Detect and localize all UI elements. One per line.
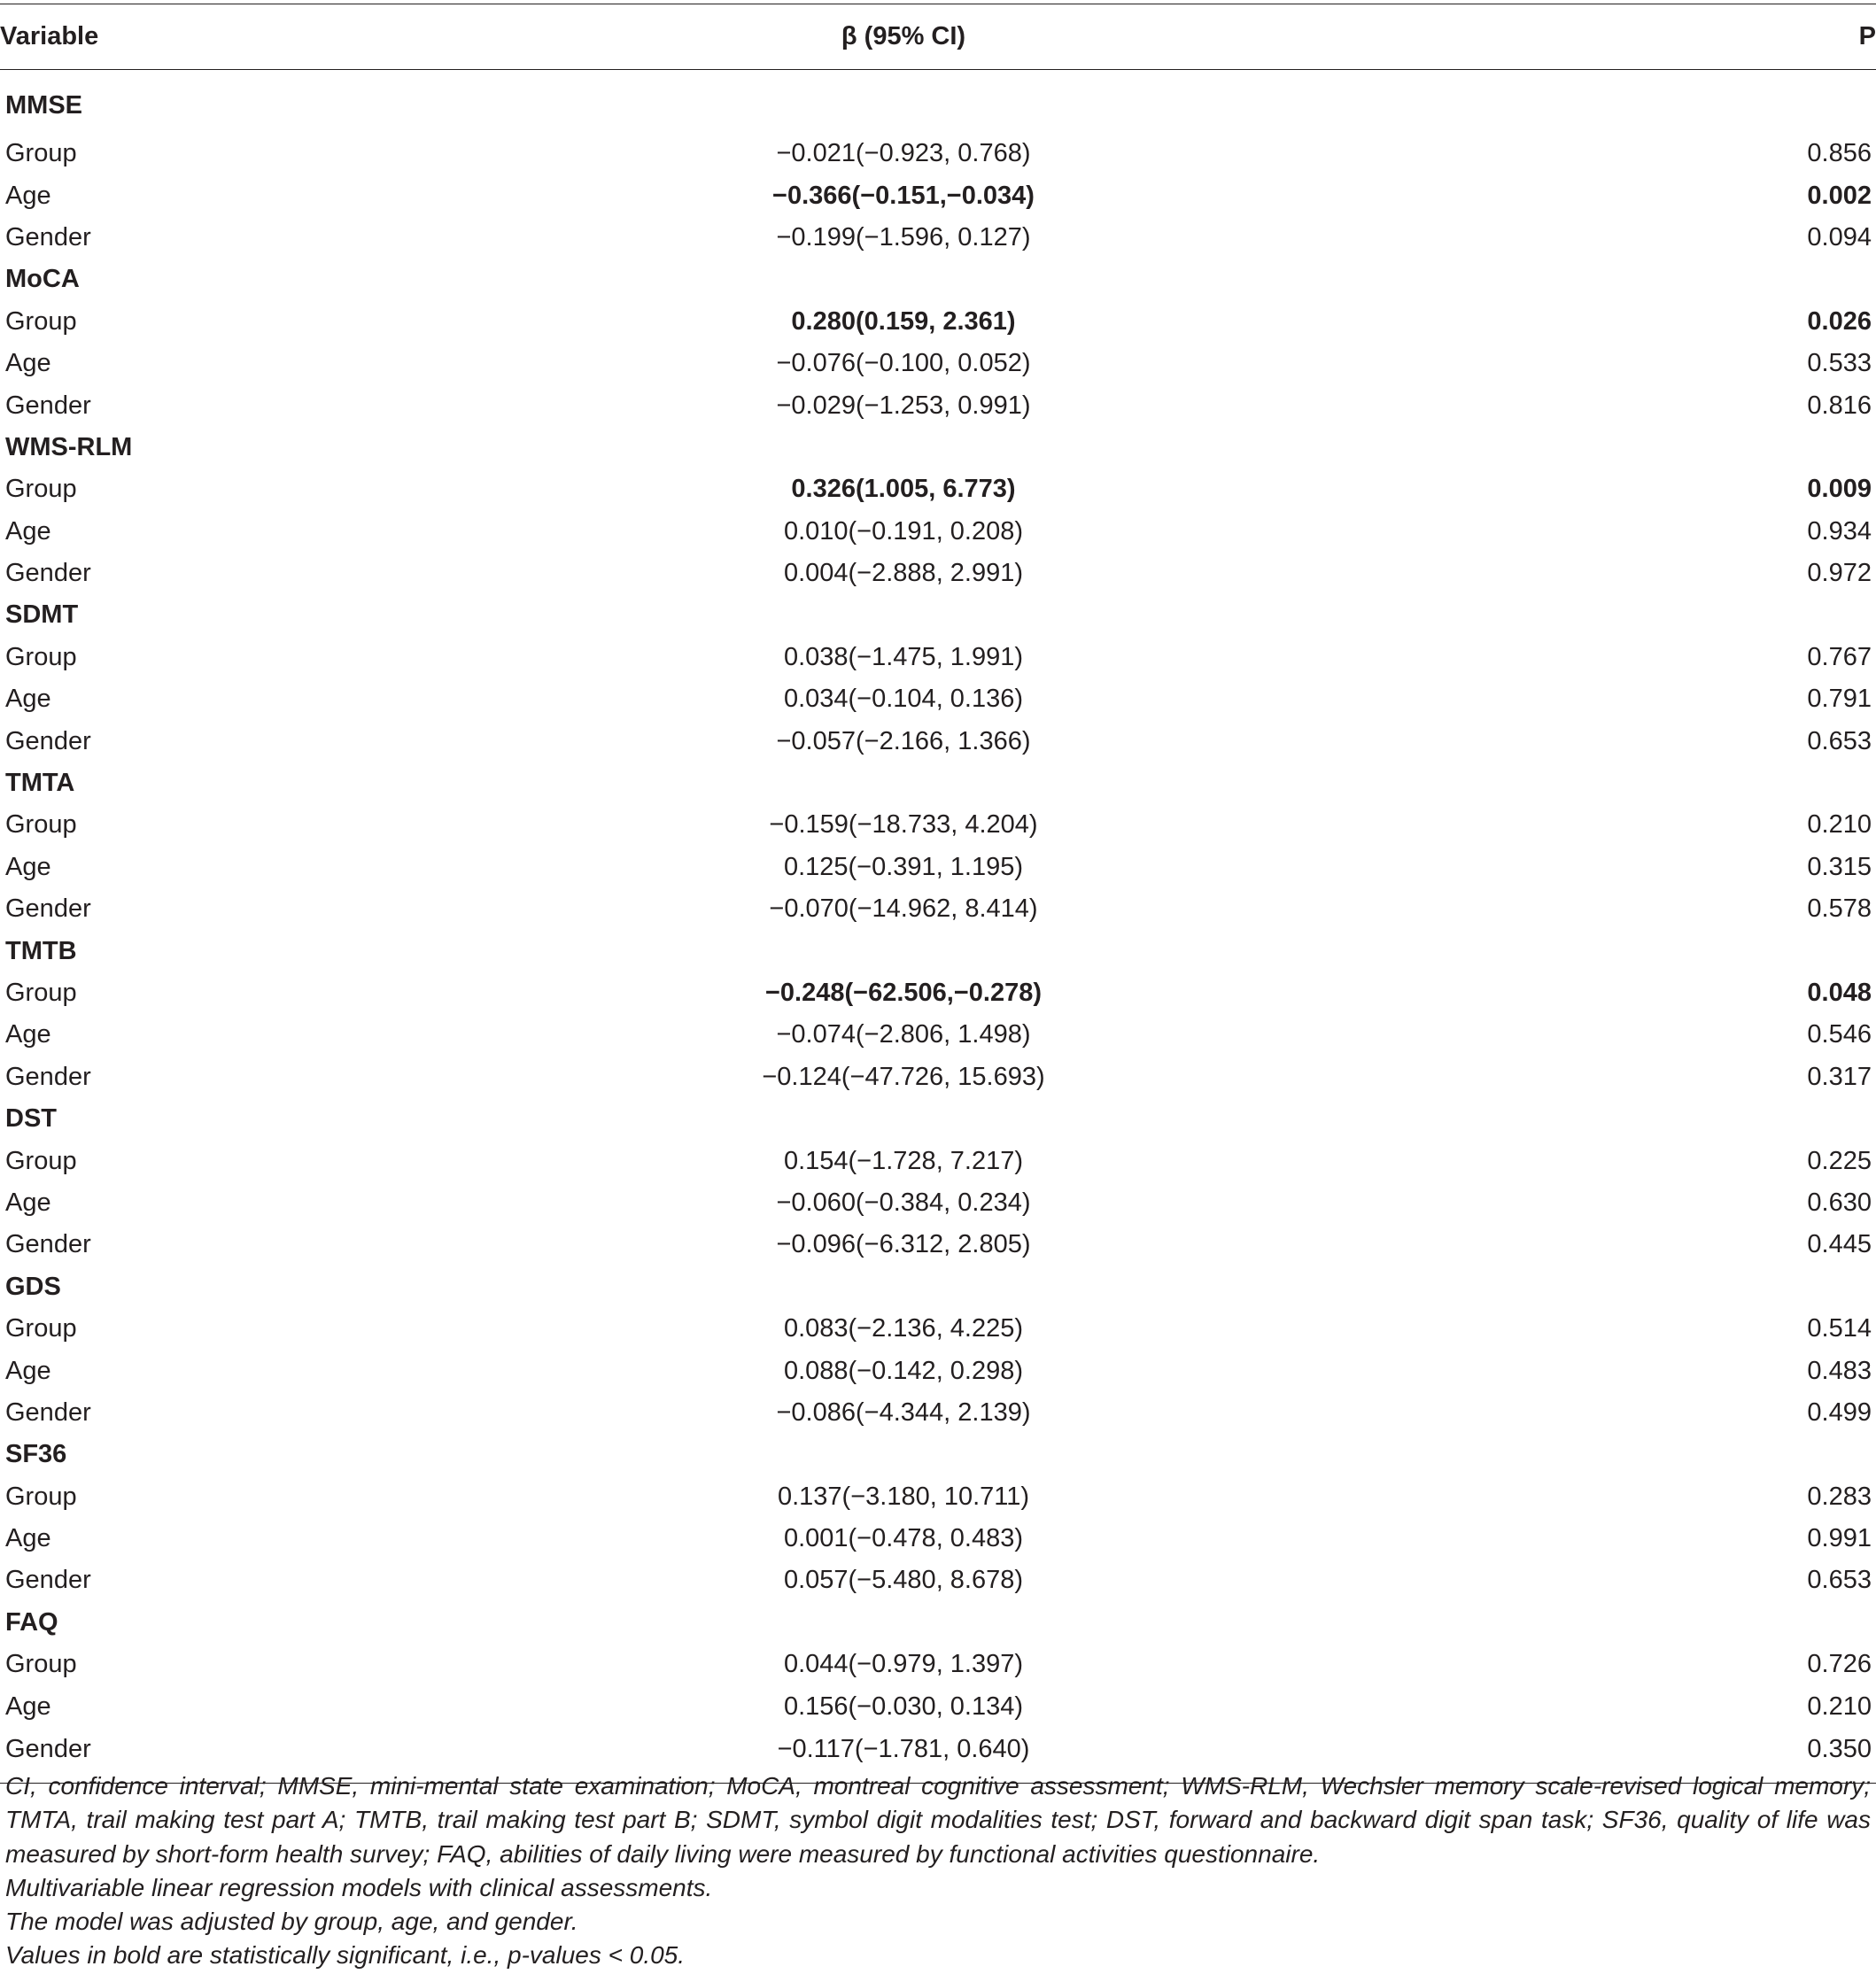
beta-ci-value: −0.029(−1.253, 0.991)	[776, 391, 1031, 420]
row-label: Gender	[5, 391, 91, 420]
footnote-adjustment: The model was adjusted by group, age, and gender.	[5, 1908, 578, 1936]
table-row	[0, 1560, 1876, 1601]
beta-ci-value: 0.083(−2.136, 4.225)	[783, 1314, 1024, 1343]
section-empty-cell	[620, 763, 1187, 804]
row-label: Gender	[5, 1062, 91, 1091]
p-value: 0.546	[1807, 1020, 1872, 1049]
table-row	[0, 217, 1876, 259]
beta-ci-value: −0.060(−0.384, 0.234)	[776, 1188, 1031, 1217]
row-label: Group	[5, 475, 77, 504]
table-row	[0, 804, 1876, 846]
section-row	[0, 259, 1876, 300]
header-p-value: P	[1187, 4, 1876, 70]
p-value: 0.533	[1807, 349, 1872, 378]
beta-ci-value: 0.044(−0.979, 1.397)	[783, 1650, 1024, 1679]
table-row	[0, 1224, 1876, 1266]
beta-ci-value: −0.124(−47.726, 15.693)	[762, 1062, 1045, 1091]
table-row	[0, 174, 1876, 216]
row-label: Gender	[0, 1728, 620, 1784]
table-row	[0, 343, 1876, 384]
beta-ci-value: 0.010(−0.191, 0.208)	[783, 516, 1024, 546]
beta-ci-value: 0.326(1.005, 6.773)	[791, 475, 1016, 504]
p-value: 0.350	[1187, 1728, 1876, 1784]
section-row	[0, 1098, 1876, 1140]
table-row	[0, 468, 1876, 510]
table-row	[0, 301, 1876, 343]
beta-ci-value: −0.096(−6.312, 2.805)	[776, 1230, 1031, 1259]
p-value: 0.630	[1807, 1188, 1872, 1217]
section-empty-cell	[1187, 1434, 1876, 1475]
table-row	[0, 1476, 1876, 1518]
section-empty-cell	[1187, 1266, 1876, 1308]
beta-ci-value: −0.366(−0.151,−0.034)	[772, 181, 1035, 210]
section-empty-cell	[1187, 763, 1876, 804]
table-row	[0, 1350, 1876, 1391]
beta-ci-value: −0.248(−62.506,−0.278)	[764, 979, 1043, 1007]
section-empty-cell	[1187, 930, 1876, 972]
beta-ci-value: −0.021(−0.923, 0.768)	[776, 139, 1031, 168]
table-row	[0, 888, 1876, 930]
table-row	[0, 1057, 1876, 1098]
header-beta-ci: β (95% CI)	[620, 4, 1187, 70]
beta-ci-value: −0.199(−1.596, 0.127)	[776, 222, 1031, 252]
table-row	[0, 384, 1876, 426]
section-empty-cell	[620, 427, 1187, 468]
section-empty-cell	[620, 70, 1187, 134]
table-row	[0, 1518, 1876, 1560]
table-row	[0, 511, 1876, 553]
section-empty-cell	[620, 1602, 1187, 1644]
p-value: 0.653	[1807, 726, 1872, 755]
p-value: 0.002	[1807, 181, 1872, 210]
p-value: 0.767	[1807, 642, 1872, 671]
p-value: 0.791	[1807, 685, 1872, 714]
p-value: 0.283	[1807, 1482, 1872, 1511]
row-label: Gender	[5, 1566, 91, 1595]
beta-ci-value: 0.038(−1.475, 1.991)	[783, 642, 1024, 671]
p-value: 0.048	[1807, 979, 1872, 1007]
row-label: Group	[5, 1146, 77, 1175]
p-value: 0.210	[1807, 810, 1872, 840]
table-row	[0, 133, 1876, 174]
section-row	[0, 427, 1876, 468]
p-value: 0.445	[1807, 1230, 1872, 1259]
row-label: Age	[5, 685, 51, 714]
p-value: 0.726	[1807, 1650, 1872, 1679]
row-label: Gender	[5, 894, 91, 924]
row-label: Group	[5, 1482, 77, 1511]
table-row	[0, 720, 1876, 762]
row-label: Group	[5, 1314, 77, 1343]
table-footnotes	[5, 1769, 1871, 1973]
table-row	[0, 1014, 1876, 1056]
row-label: Gender	[5, 1397, 91, 1427]
row-label: Gender	[5, 1230, 91, 1259]
p-value: 0.210	[1807, 1691, 1872, 1721]
beta-ci-value: −0.159(−18.733, 4.204)	[769, 810, 1038, 840]
section-name: DST	[5, 1104, 57, 1134]
section-name: SF36	[5, 1440, 67, 1469]
section-empty-cell	[1187, 70, 1876, 134]
header-row	[0, 4, 1876, 70]
section-row	[0, 1434, 1876, 1475]
p-value: 0.009	[1807, 475, 1872, 504]
p-value: 0.653	[1807, 1566, 1872, 1595]
beta-ci-value: 0.057(−5.480, 8.678)	[783, 1566, 1024, 1595]
table-row	[0, 1392, 1876, 1434]
p-value: 0.225	[1807, 1146, 1872, 1175]
section-empty-cell	[1187, 427, 1876, 468]
beta-ci-value: 0.034(−0.104, 0.136)	[783, 685, 1024, 714]
p-value: 0.026	[1807, 306, 1872, 336]
table-row	[0, 553, 1876, 594]
p-value: 0.856	[1807, 139, 1872, 168]
p-value: 0.315	[1807, 852, 1872, 881]
section-row	[0, 1602, 1876, 1644]
section-empty-cell	[620, 1098, 1187, 1140]
section-name: SDMT	[5, 600, 79, 630]
row-label: Age	[5, 1188, 51, 1217]
section-name: FAQ	[5, 1607, 58, 1637]
section-name: MMSE	[5, 91, 82, 120]
row-label: Group	[5, 979, 77, 1007]
p-value: 0.991	[1807, 1524, 1872, 1553]
section-row	[0, 930, 1876, 972]
row-label: Group	[5, 642, 77, 671]
beta-ci-value: 0.088(−0.142, 0.298)	[783, 1356, 1024, 1385]
beta-ci-value: −0.070(−14.962, 8.414)	[769, 894, 1038, 924]
section-empty-cell	[620, 259, 1187, 300]
p-value: 0.816	[1807, 391, 1872, 420]
p-value: 0.499	[1807, 1397, 1872, 1427]
section-empty-cell	[1187, 594, 1876, 636]
section-empty-cell	[1187, 1602, 1876, 1644]
p-value: 0.514	[1807, 1314, 1872, 1343]
p-value: 0.483	[1807, 1356, 1872, 1385]
section-row	[0, 594, 1876, 636]
table-row	[0, 678, 1876, 720]
p-value: 0.972	[1807, 559, 1872, 588]
row-label: Age	[5, 1524, 51, 1553]
table-body	[0, 70, 1876, 1784]
section-name: GDS	[5, 1272, 61, 1301]
section-empty-cell	[620, 594, 1187, 636]
row-label: Gender	[5, 222, 91, 252]
footnote-abbreviations: CI, confidence interval; MMSE, mini-mental state examination; MoCA, montreal cognitive assessment; WMS-RLM, Wechsler memory scale-revised logical memory; TMTA, trail making test part A; TMTB, trail making test part B; SDMT, symbol digit modalities test; DST, forward and backward digit span task; SF36, quality of life was measured by short-form health survey; FAQ, abilities of daily living were measured by functional activities questionnaire.	[5, 1772, 1871, 1868]
section-name: TMTA	[5, 769, 75, 798]
section-name: MoCA	[5, 265, 80, 294]
section-empty-cell	[1187, 259, 1876, 300]
beta-ci-value: −0.074(−2.806, 1.498)	[776, 1020, 1031, 1049]
regression-table	[0, 4, 1876, 1784]
header-variable: Variable	[0, 4, 620, 70]
section-row	[0, 1266, 1876, 1308]
table-row	[0, 1644, 1876, 1685]
row-label: Age	[5, 1691, 51, 1721]
beta-ci-value: 0.154(−1.728, 7.217)	[783, 1146, 1024, 1175]
p-value: 0.094	[1807, 222, 1872, 252]
beta-ci-value: −0.076(−0.100, 0.052)	[776, 349, 1031, 378]
row-label: Age	[5, 349, 51, 378]
section-row	[0, 70, 1876, 134]
table-row	[0, 637, 1876, 678]
beta-ci-value: 0.156(−0.030, 0.134)	[783, 1691, 1024, 1721]
beta-ci-value: 0.001(−0.478, 0.483)	[783, 1524, 1024, 1553]
row-label: Group	[5, 306, 77, 336]
beta-ci-value: 0.137(−3.180, 10.711)	[777, 1482, 1030, 1511]
beta-ci-value: 0.280(0.159, 2.361)	[791, 306, 1016, 336]
beta-ci-value: 0.125(−0.391, 1.195)	[783, 852, 1024, 881]
p-value: 0.578	[1807, 894, 1872, 924]
table-row	[0, 1140, 1876, 1181]
section-empty-cell	[620, 930, 1187, 972]
row-label: Group	[5, 810, 77, 840]
footnote-significance: Values in bold are statistically significant, i.e., p-values < 0.05.	[5, 1941, 686, 1970]
row-label: Group	[5, 139, 77, 168]
table-row	[0, 847, 1876, 888]
section-empty-cell	[1187, 1098, 1876, 1140]
p-value: 0.317	[1807, 1062, 1872, 1091]
row-label: Age	[5, 852, 51, 881]
section-row	[0, 763, 1876, 804]
row-label: Age	[5, 516, 51, 546]
table-row	[0, 1182, 1876, 1224]
beta-ci-value: −0.117(−1.781, 0.640)	[620, 1728, 1187, 1784]
row-label: Age	[5, 1356, 51, 1385]
section-empty-cell	[620, 1434, 1187, 1475]
row-label: Age	[5, 181, 51, 210]
table-header	[0, 4, 1876, 70]
section-name: WMS-RLM	[5, 432, 133, 461]
p-value: 0.934	[1807, 516, 1872, 546]
beta-ci-value: −0.057(−2.166, 1.366)	[776, 726, 1031, 755]
row-label: Gender	[5, 559, 91, 588]
table-row	[0, 972, 1876, 1014]
table-row	[0, 1308, 1876, 1350]
footnote-model: Multivariable linear regression models with clinical assessments.	[5, 1873, 713, 1901]
section-name: TMTB	[5, 936, 77, 965]
beta-ci-value: −0.086(−4.344, 2.139)	[776, 1397, 1031, 1427]
row-label: Age	[5, 1020, 51, 1049]
section-empty-cell	[620, 1266, 1187, 1308]
row-label: Group	[5, 1650, 77, 1679]
row-label: Gender	[5, 726, 91, 755]
beta-ci-value: 0.004(−2.888, 2.991)	[783, 559, 1024, 588]
table-row	[0, 1685, 1876, 1727]
